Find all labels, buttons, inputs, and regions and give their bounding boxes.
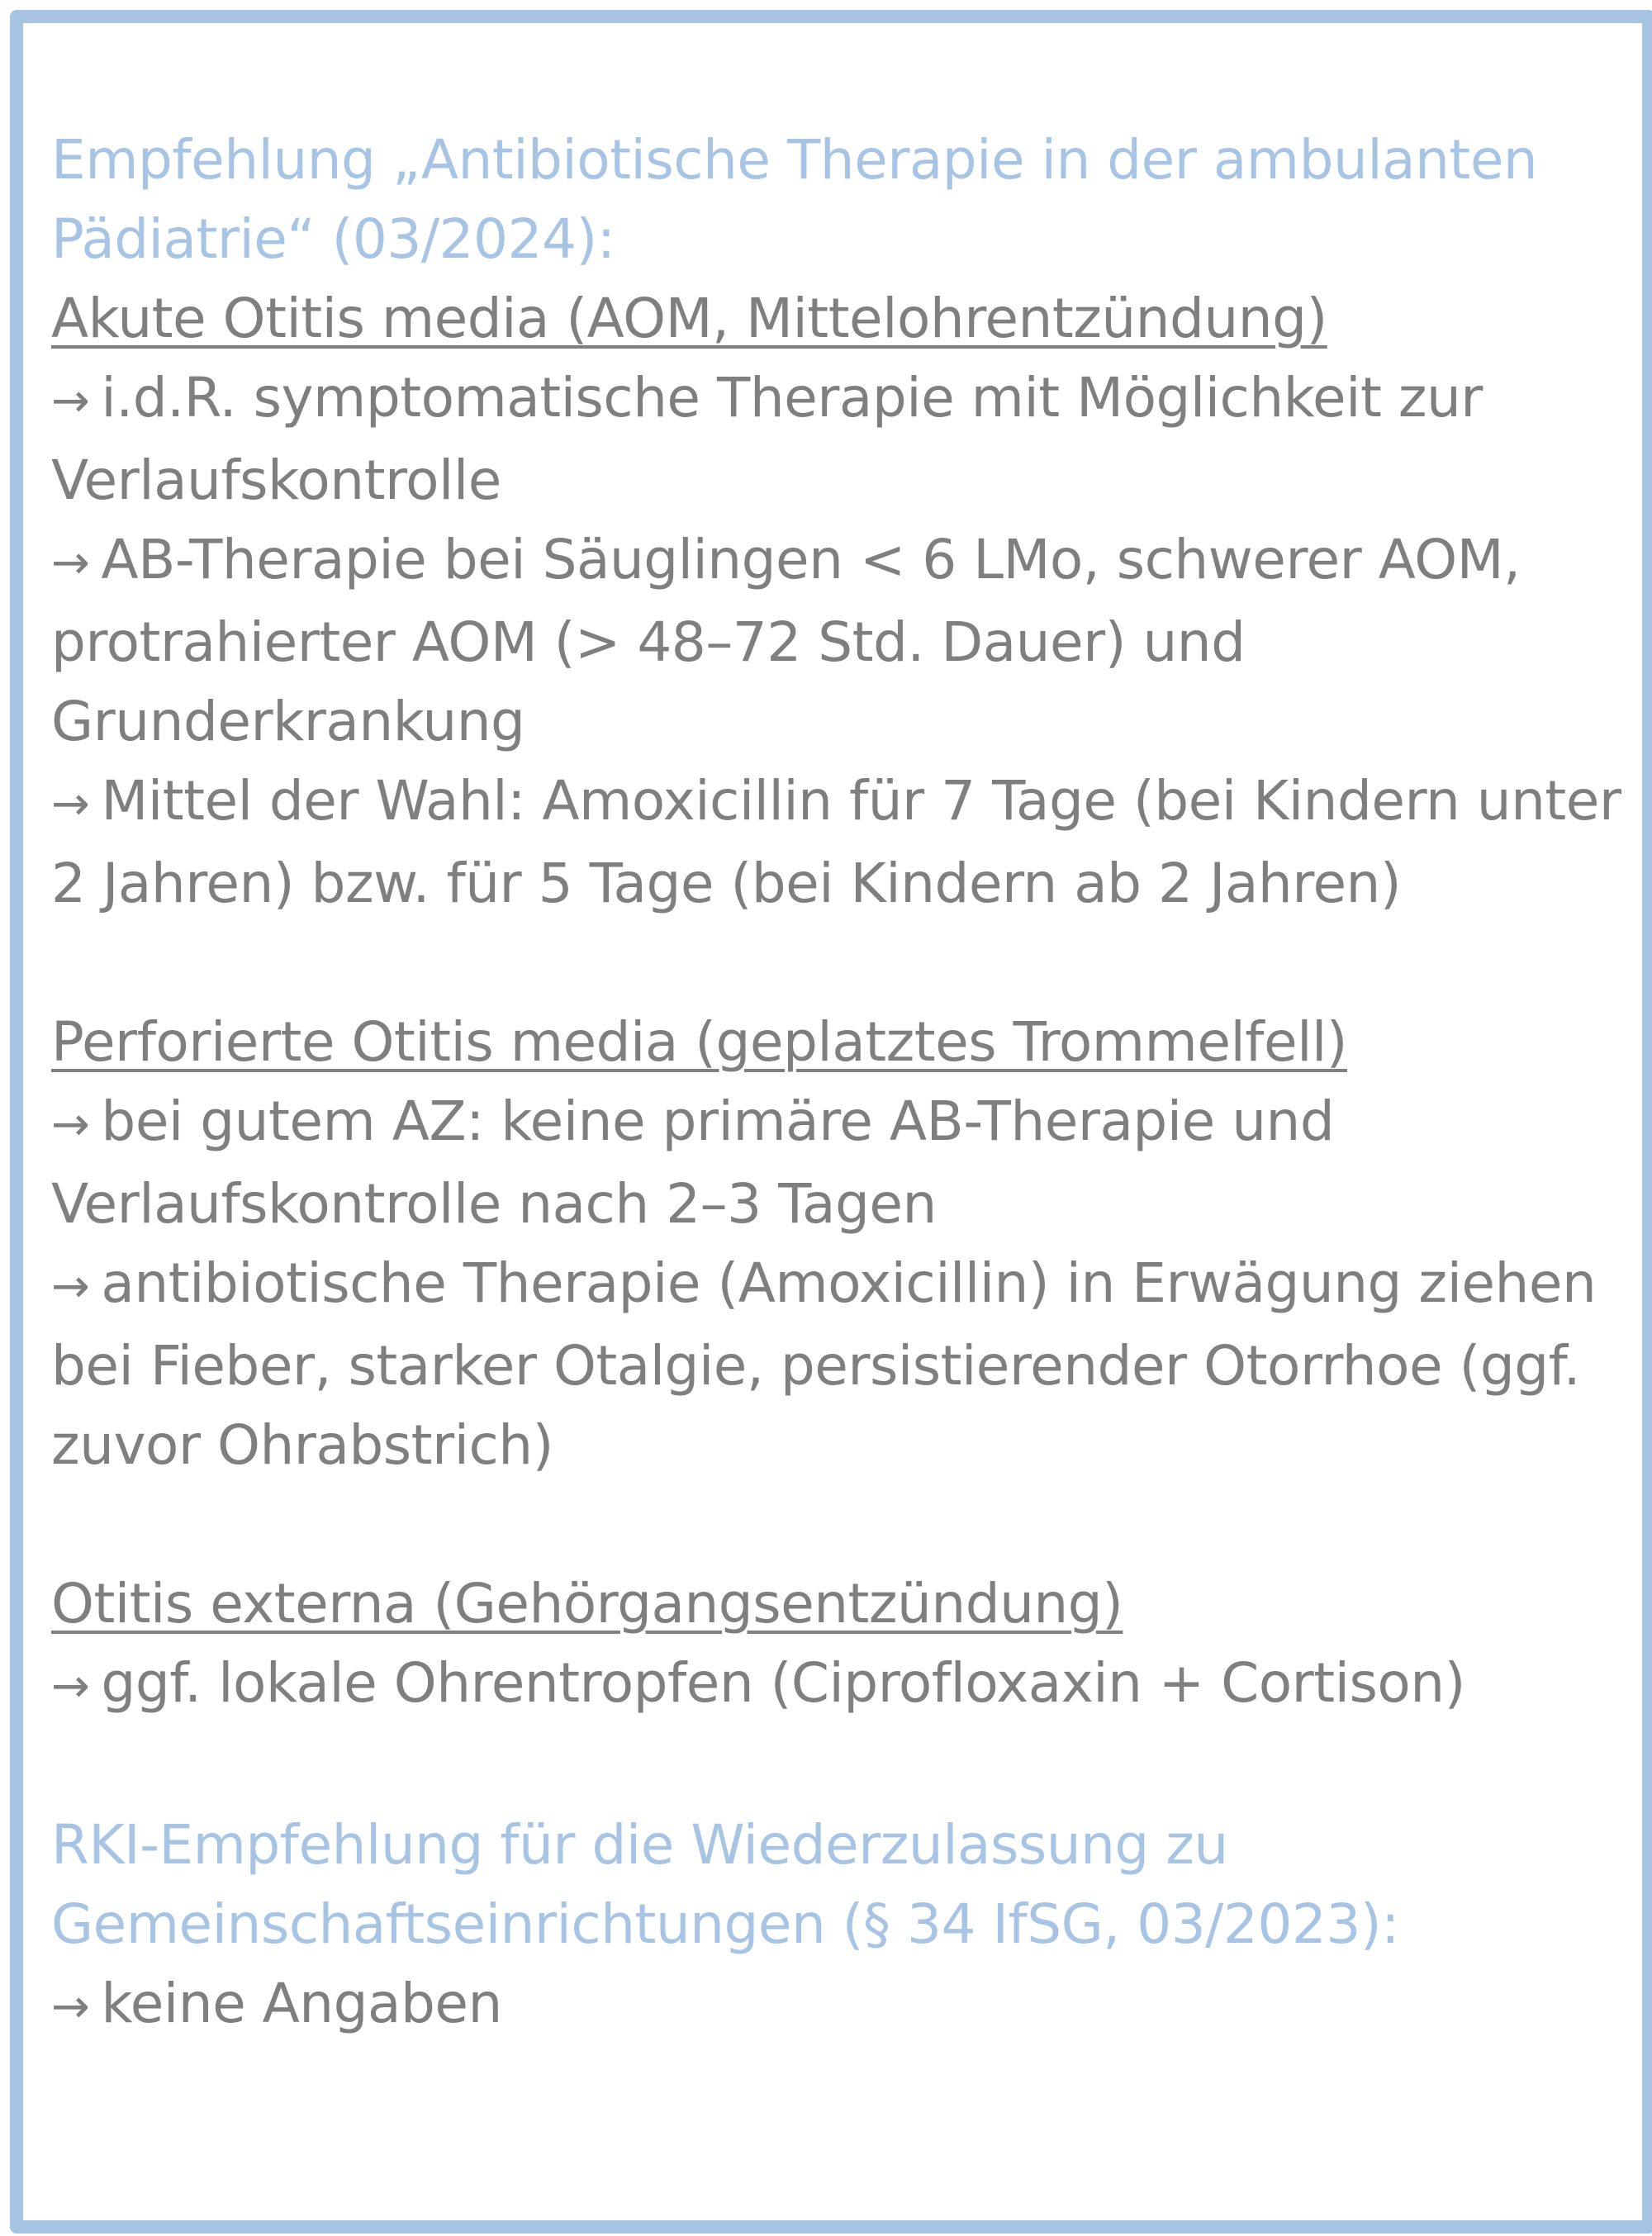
list-item-text: keine Angaben (101, 1972, 502, 2035)
info-card (10, 10, 1652, 2234)
section-heading-externa: Otitis externa (Gehörgangsentzündung) (51, 1572, 1123, 1635)
list-item (51, 520, 1637, 762)
list-item (51, 762, 1637, 923)
spacer (51, 1726, 1637, 1806)
section-heading-aom: Akute Otitis media (AOM, Mittelohrentzündung) (51, 287, 1327, 350)
card-content (51, 121, 1637, 2047)
list-item (51, 1244, 1637, 1485)
arrow-icon: → (51, 1098, 90, 1151)
list-item (51, 358, 1637, 520)
list-item-text: i.d.R. symptomatische Therapie mit Möglichkeit zur Verlaufskontrolle (51, 366, 1483, 512)
section-heading-perforated: Perforierte Otitis media (geplatztes Trommelfell) (51, 1010, 1348, 1074)
list-item (51, 1964, 1637, 2047)
arrow-icon: → (51, 536, 90, 590)
list-item-text: antibiotische Therapie (Amoxicillin) in Erwägung ziehen bei Fieber, starker Otalgie, persistierender Otorrhoe (ggf. zuvor Ohrabstrich) (51, 1251, 1597, 1477)
spacer (51, 1485, 1637, 1564)
arrow-icon: → (51, 374, 90, 428)
list-item (51, 1082, 1637, 1244)
rki-title: RKI-Empfehlung für die Wiederzulassung zu Gemeinschaftseinrichtungen (§ 34 IfSG, 03/2023): (51, 1813, 1399, 1956)
list-item-text: bei gutem AZ: keine primäre AB-Therapie und Verlaufskontrolle nach 2–3 Tagen (51, 1090, 1335, 1236)
list-item (51, 1644, 1637, 1726)
list-item-text: ggf. lokale Ohrentropfen (Ciprofloxaxin + Cortison) (101, 1651, 1465, 1715)
list-item-text: AB-Therapie bei Säuglingen < 6 LMo, schwerer AOM, protrahierter AOM (> 48–72 Std. Dauer) und Grunderkrankung (51, 528, 1521, 753)
spacer (51, 923, 1637, 1003)
arrow-icon: → (51, 1980, 90, 2034)
arrow-icon: → (51, 777, 90, 831)
arrow-icon: → (51, 1260, 90, 1313)
recommendation-title: Empfehlung „Antibiotische Therapie in der ambulanten Pädiatrie“ (03/2024): (51, 128, 1538, 271)
arrow-icon: → (51, 1659, 90, 1713)
list-item-text: Mittel der Wahl: Amoxicillin für 7 Tage (bei Kindern unter 2 Jahren) bzw. für 5 Tage (bei Kindern ab 2 Jahren) (51, 769, 1621, 915)
